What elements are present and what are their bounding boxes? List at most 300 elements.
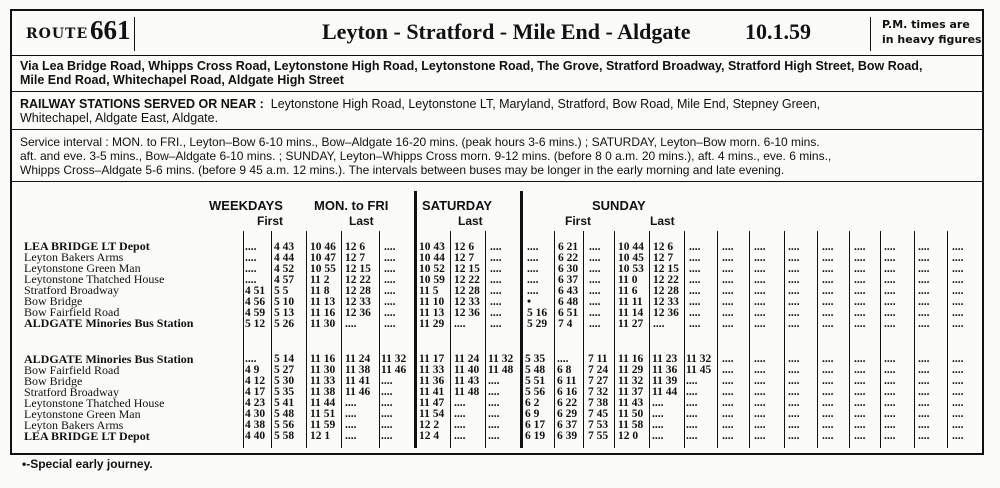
time-cell: 4 9 <box>245 364 260 376</box>
time-cell: 7 27 <box>588 375 609 387</box>
time-cell: .... <box>384 241 396 253</box>
time-cell: 5 48 <box>274 408 295 420</box>
time-cell: 11 46 <box>381 364 407 376</box>
time-cell: 12 6 <box>653 241 674 253</box>
empty-cell: .... <box>918 307 930 319</box>
time-cell: 7 32 <box>588 386 609 398</box>
time-cell: 11 23 <box>652 353 678 365</box>
time-cell: 7 45 <box>588 408 609 420</box>
empty-cell: .... <box>722 386 734 398</box>
empty-cell: .... <box>854 307 866 319</box>
time-cell: 5 56 <box>274 419 295 431</box>
time-cell: 12 33 <box>345 296 371 308</box>
empty-cell: .... <box>918 397 930 409</box>
column-rule <box>880 231 881 448</box>
column-rule <box>717 231 718 448</box>
empty-cell: .... <box>822 397 834 409</box>
time-cell: .... <box>384 296 396 308</box>
time-cell: 11 50 <box>618 408 644 420</box>
weekdays-heading: WEEKDAYS <box>209 198 283 213</box>
empty-cell: .... <box>854 263 866 275</box>
time-cell: .... <box>381 397 393 409</box>
pm-note <box>882 17 982 47</box>
stop-name: Leytonstone Green Man <box>24 261 141 275</box>
time-cell: 5 30 <box>274 375 295 387</box>
empty-cell: .... <box>854 274 866 286</box>
empty-cell: .... <box>918 274 930 286</box>
pm-note-line2: in heavy figures <box>882 33 982 46</box>
empty-cell: .... <box>689 318 701 330</box>
time-cell: .... <box>454 397 466 409</box>
time-cell: 6 37 <box>558 274 579 286</box>
time-cell: .... <box>527 285 539 297</box>
empty-cell: .... <box>918 252 930 264</box>
time-cell: 10 52 <box>419 263 445 275</box>
time-cell: 11 54 <box>419 408 445 420</box>
time-cell: 12 4 <box>419 430 440 442</box>
time-cell: 12 2 <box>419 419 440 431</box>
empty-cell: .... <box>788 375 800 387</box>
empty-cell: .... <box>822 252 834 264</box>
stop-name: LEA BRIDGE LT Depot <box>24 429 150 443</box>
stop-name: Leytonstone Thatched House <box>24 396 165 410</box>
time-cell: 6 30 <box>558 263 579 275</box>
time-cell: 11 27 <box>618 318 644 330</box>
empty-cell: .... <box>952 241 964 253</box>
time-cell: 10 53 <box>618 263 644 275</box>
time-cell: 12 0 <box>618 430 639 442</box>
time-cell: .... <box>488 430 500 442</box>
time-cell: 6 37 <box>557 419 578 431</box>
empty-cell: .... <box>689 296 701 308</box>
column-rule <box>341 231 342 448</box>
time-cell: 11 39 <box>652 375 678 387</box>
time-cell: 7 38 <box>588 397 609 409</box>
time-cell: 11 32 <box>618 375 644 387</box>
time-cell: .... <box>589 263 601 275</box>
time-cell: .... <box>589 296 601 308</box>
empty-cell: .... <box>722 263 734 275</box>
time-cell: .... <box>345 397 357 409</box>
empty-cell: .... <box>822 408 834 420</box>
empty-cell: .... <box>788 263 800 275</box>
time-cell: 11 24 <box>345 353 371 365</box>
empty-cell: .... <box>722 274 734 286</box>
empty-cell: .... <box>854 397 866 409</box>
route-date: 10.1.59 <box>745 19 811 44</box>
time-cell: 12 36 <box>454 307 480 319</box>
time-cell: 10 46 <box>310 241 336 253</box>
empty-cell: .... <box>822 296 834 308</box>
empty-cell: .... <box>689 241 701 253</box>
empty-cell: .... <box>884 419 896 431</box>
saturday-last-heading: Last <box>458 214 483 228</box>
time-cell: 12 28 <box>653 285 679 297</box>
time-cell: 12 7 <box>454 252 475 264</box>
column-rule <box>947 231 948 448</box>
time-cell: 6 21 <box>558 241 579 253</box>
time-cell: 12 22 <box>345 274 371 286</box>
time-cell: 7 24 <box>588 364 609 376</box>
empty-cell: .... <box>722 296 734 308</box>
empty-cell: .... <box>689 252 701 264</box>
time-cell: .... <box>652 430 664 442</box>
time-cell: 11 58 <box>618 419 644 431</box>
empty-cell: .... <box>754 375 766 387</box>
time-cell: 11 8 <box>310 285 330 297</box>
empty-cell: .... <box>884 285 896 297</box>
time-cell: .... <box>381 386 393 398</box>
time-cell: 10 45 <box>618 252 644 264</box>
time-cell: 11 43 <box>454 375 480 387</box>
time-cell: .... <box>557 353 569 365</box>
empty-cell: .... <box>722 307 734 319</box>
column-rule <box>379 231 380 448</box>
time-cell: 11 37 <box>618 386 644 398</box>
empty-cell: .... <box>884 430 896 442</box>
empty-cell: .... <box>788 307 800 319</box>
time-cell: 6 9 <box>525 408 540 420</box>
time-cell: 11 48 <box>488 364 514 376</box>
time-cell: .... <box>527 241 539 253</box>
empty-cell: .... <box>754 430 766 442</box>
empty-cell: .... <box>952 285 964 297</box>
empty-cell: .... <box>884 252 896 264</box>
column-rule <box>414 191 417 448</box>
time-cell: 6 43 <box>558 285 579 297</box>
empty-cell: .... <box>722 419 734 431</box>
time-cell: .... <box>490 318 502 330</box>
route-number: 661 <box>90 15 131 45</box>
empty-cell: .... <box>822 307 834 319</box>
time-cell: 11 33 <box>419 364 445 376</box>
empty-cell: .... <box>754 397 766 409</box>
empty-cell: .... <box>854 375 866 387</box>
empty-cell: .... <box>689 263 701 275</box>
time-cell: 12 15 <box>653 263 679 275</box>
route-header <box>12 11 982 55</box>
time-cell: 11 16 <box>310 307 336 319</box>
empty-cell: .... <box>754 285 766 297</box>
stations-list-1: Leytonstone High Road, Leytonstone LT, Maryland, Stratford, Bow Road, Mile End, Stepney Green, <box>270 97 821 111</box>
time-cell: .... <box>589 252 601 264</box>
column-rule <box>784 231 785 448</box>
empty-cell: .... <box>854 430 866 442</box>
time-cell: .... <box>488 375 500 387</box>
empty-cell: .... <box>918 408 930 420</box>
empty-cell: .... <box>952 408 964 420</box>
empty-cell: .... <box>884 241 896 253</box>
time-cell: • <box>527 296 532 308</box>
stop-name: Leyton Bakers Arms <box>24 250 124 264</box>
empty-cell: .... <box>884 307 896 319</box>
time-cell: 11 43 <box>618 397 644 409</box>
empty-cell: .... <box>822 386 834 398</box>
time-cell: 11 6 <box>618 285 638 297</box>
empty-cell: .... <box>952 397 964 409</box>
time-cell: 5 10 <box>274 296 295 308</box>
time-cell: .... <box>490 285 502 297</box>
time-cell: 12 22 <box>653 274 679 286</box>
empty-cell: .... <box>788 252 800 264</box>
column-rule <box>914 231 915 448</box>
empty-cell: .... <box>854 364 866 376</box>
via-text <box>20 59 980 87</box>
stop-name: Leyton Bakers Arms <box>24 418 124 432</box>
time-cell: .... <box>345 419 357 431</box>
time-cell: 6 16 <box>557 386 578 398</box>
sunday-last-heading: Last <box>650 214 675 228</box>
monfri-last-heading: Last <box>349 214 374 228</box>
empty-cell: .... <box>754 364 766 376</box>
time-cell: 12 36 <box>653 307 679 319</box>
time-cell: .... <box>527 274 539 286</box>
divider <box>12 55 982 56</box>
empty-cell: .... <box>754 419 766 431</box>
time-cell: .... <box>686 386 698 398</box>
empty-cell: .... <box>918 419 930 431</box>
column-rule <box>849 231 850 448</box>
time-cell: 11 14 <box>618 307 644 319</box>
time-cell: 6 17 <box>525 419 546 431</box>
column-rule <box>485 231 486 448</box>
empty-cell: .... <box>952 386 964 398</box>
empty-cell: .... <box>822 241 834 253</box>
empty-cell: .... <box>822 364 834 376</box>
via-line2: Mile End Road, Whitechapel Road, Aldgate High Street <box>20 73 344 87</box>
empty-cell: .... <box>884 353 896 365</box>
stop-name: Leytonstone Thatched House <box>24 272 165 286</box>
column-rule <box>649 231 650 448</box>
time-cell: 4 43 <box>274 241 295 253</box>
time-cell: 11 11 <box>618 296 643 308</box>
time-cell: .... <box>652 397 664 409</box>
stop-name: Bow Fairfield Road <box>24 305 120 319</box>
empty-cell: .... <box>754 296 766 308</box>
empty-cell: .... <box>884 296 896 308</box>
empty-cell: .... <box>722 430 734 442</box>
empty-cell: .... <box>788 296 800 308</box>
empty-cell: .... <box>884 408 896 420</box>
empty-cell: .... <box>822 419 834 431</box>
service-line3: Whipps Cross–Aldgate 5-6 mins. (before 9 45 a.m. 12 mins.). The intervals between buses may be longer in the early morning and late evening. <box>20 163 785 177</box>
time-cell: 12 15 <box>345 263 371 275</box>
empty-cell: .... <box>754 263 766 275</box>
empty-cell: .... <box>822 285 834 297</box>
empty-cell: .... <box>854 252 866 264</box>
empty-cell: .... <box>952 263 964 275</box>
time-cell: 5 35 <box>274 386 295 398</box>
empty-cell: .... <box>788 364 800 376</box>
column-rule <box>749 231 750 448</box>
time-cell: 4 52 <box>274 263 295 275</box>
empty-cell: .... <box>918 318 930 330</box>
time-cell: .... <box>490 307 502 319</box>
time-cell: .... <box>454 430 466 442</box>
divider <box>12 181 982 182</box>
stations-line1 <box>20 97 980 111</box>
empty-cell: .... <box>952 375 964 387</box>
empty-cell: .... <box>754 408 766 420</box>
time-cell: 12 28 <box>345 285 371 297</box>
sunday-first-heading: First <box>565 214 592 228</box>
time-cell: 11 46 <box>345 386 371 398</box>
time-cell: 6 51 <box>558 307 579 319</box>
column-rule <box>614 231 615 448</box>
column-rule <box>243 231 244 448</box>
empty-cell: .... <box>754 307 766 319</box>
stations-label: RAILWAY STATIONS SERVED OR NEAR : <box>20 97 264 111</box>
time-cell: .... <box>488 386 500 398</box>
time-cell: 12 7 <box>345 252 366 264</box>
time-cell: .... <box>686 397 698 409</box>
time-cell: 4 23 <box>245 397 266 409</box>
service-line2: aft. and eve. 3-5 mins., Bow–Aldgate 6-10 mins. ; SUNDAY, Leyton–Whipps Cross morn. 9-12 mins. (before 8 0 a.m. 20 mins.), aft. 4 mins., eve. 6 mins., <box>20 149 832 163</box>
empty-cell: .... <box>822 353 834 365</box>
time-cell: .... <box>686 375 698 387</box>
empty-cell: .... <box>854 318 866 330</box>
time-cell: 11 32 <box>488 353 514 365</box>
empty-cell: .... <box>854 408 866 420</box>
stop-name: LEA BRIDGE LT Depot <box>24 239 150 253</box>
empty-cell: .... <box>918 364 930 376</box>
service-interval-text <box>20 135 980 177</box>
time-cell: 12 33 <box>653 296 679 308</box>
time-cell: 4 44 <box>274 252 295 264</box>
sunday-heading: SUNDAY <box>592 198 646 213</box>
empty-cell: .... <box>822 318 834 330</box>
empty-cell: .... <box>952 318 964 330</box>
time-cell: .... <box>652 408 664 420</box>
empty-cell: .... <box>952 274 964 286</box>
pm-note-line1: P.M. times are <box>882 18 970 31</box>
time-cell: 11 13 <box>419 307 445 319</box>
empty-cell: .... <box>952 353 964 365</box>
time-cell: 12 22 <box>454 274 480 286</box>
time-cell: 11 41 <box>419 386 445 398</box>
empty-cell: .... <box>788 285 800 297</box>
time-cell: 11 24 <box>454 353 480 365</box>
time-cell: 5 58 <box>274 430 295 442</box>
time-cell: 11 30 <box>310 364 336 376</box>
empty-cell: .... <box>952 307 964 319</box>
time-cell: .... <box>589 241 601 253</box>
time-cell: 5 35 <box>525 353 546 365</box>
time-cell: 6 29 <box>557 408 578 420</box>
time-cell: 10 44 <box>419 252 445 264</box>
time-cell: 5 5 <box>274 285 289 297</box>
header-divider <box>870 17 871 51</box>
column-rule <box>817 231 818 448</box>
empty-cell: .... <box>689 307 701 319</box>
time-cell: .... <box>488 397 500 409</box>
route-label: ROUTE <box>26 26 89 42</box>
empty-cell: .... <box>689 274 701 286</box>
service-line1: Service interval : MON. to FRI., Leyton–Bow 6-10 mins., Bow–Aldgate 16-20 mins. (peak hours 3-6 mins.) ; SATURDAY, Leyton–Bow morn. 6-10 mins. <box>20 135 820 149</box>
empty-cell: .... <box>952 419 964 431</box>
time-cell: 5 56 <box>525 386 546 398</box>
empty-cell: .... <box>754 252 766 264</box>
empty-cell: .... <box>918 353 930 365</box>
empty-cell: .... <box>722 241 734 253</box>
stations-text <box>20 97 980 125</box>
time-cell: 12 6 <box>345 241 366 253</box>
time-cell: .... <box>488 419 500 431</box>
time-cell: .... <box>345 408 357 420</box>
time-cell: 6 39 <box>557 430 578 442</box>
time-cell: 11 45 <box>686 364 712 376</box>
time-cell: 4 12 <box>245 375 266 387</box>
time-cell: 11 0 <box>618 274 638 286</box>
empty-cell: .... <box>918 430 930 442</box>
time-cell: .... <box>245 252 257 264</box>
empty-cell: .... <box>918 263 930 275</box>
time-cell: .... <box>589 285 601 297</box>
time-cell: .... <box>345 430 357 442</box>
time-cell: 12 1 <box>310 430 331 442</box>
time-cell: 10 47 <box>310 252 336 264</box>
monfri-heading: MON. to FRI <box>314 198 389 213</box>
stop-name: Bow Fairfield Road <box>24 363 120 377</box>
time-cell: .... <box>381 408 393 420</box>
time-cell: 7 53 <box>588 419 609 431</box>
time-cell: .... <box>384 285 396 297</box>
empty-cell: .... <box>884 386 896 398</box>
empty-cell: .... <box>854 241 866 253</box>
time-cell: 11 40 <box>454 364 480 376</box>
time-cell: .... <box>490 241 502 253</box>
time-cell: 7 11 <box>588 353 608 365</box>
time-cell: .... <box>454 318 466 330</box>
time-cell: .... <box>527 263 539 275</box>
empty-cell: .... <box>854 386 866 398</box>
empty-cell: .... <box>918 241 930 253</box>
time-cell: 11 51 <box>310 408 336 420</box>
time-cell: 12 28 <box>454 285 480 297</box>
time-cell: 7 4 <box>558 318 573 330</box>
time-cell: .... <box>245 274 257 286</box>
time-cell: .... <box>589 307 601 319</box>
time-cell: .... <box>381 375 393 387</box>
time-cell: 4 56 <box>245 296 266 308</box>
time-cell: 6 11 <box>557 375 577 387</box>
time-cell: .... <box>345 318 357 330</box>
stop-name: Bow Bridge <box>24 374 83 388</box>
time-cell: 4 57 <box>274 274 295 286</box>
empty-cell: .... <box>918 296 930 308</box>
time-cell: 5 12 <box>245 318 266 330</box>
time-cell: .... <box>686 419 698 431</box>
time-cell: 4 51 <box>245 285 266 297</box>
time-cell: 4 38 <box>245 419 266 431</box>
time-cell: 11 47 <box>419 397 445 409</box>
column-rule <box>583 231 584 448</box>
empty-cell: .... <box>918 285 930 297</box>
empty-cell: .... <box>822 430 834 442</box>
time-cell: 11 38 <box>310 386 336 398</box>
empty-cell: .... <box>689 285 701 297</box>
time-cell: 6 22 <box>558 252 579 264</box>
stop-name: ALDGATE Minories Bus Station <box>24 352 194 366</box>
via-line1: Via Lea Bridge Road, Whipps Cross Road, Leytonstone High Road, Leytonstone Road, The Grove, Stratford Broadway, Stratford High Street, Bow Road, <box>20 59 923 73</box>
time-cell: 12 33 <box>454 296 480 308</box>
time-cell: 11 30 <box>310 318 336 330</box>
empty-cell: .... <box>788 430 800 442</box>
time-cell: 11 32 <box>686 353 712 365</box>
empty-cell: .... <box>754 353 766 365</box>
empty-cell: .... <box>722 364 734 376</box>
time-cell: 12 36 <box>345 307 371 319</box>
